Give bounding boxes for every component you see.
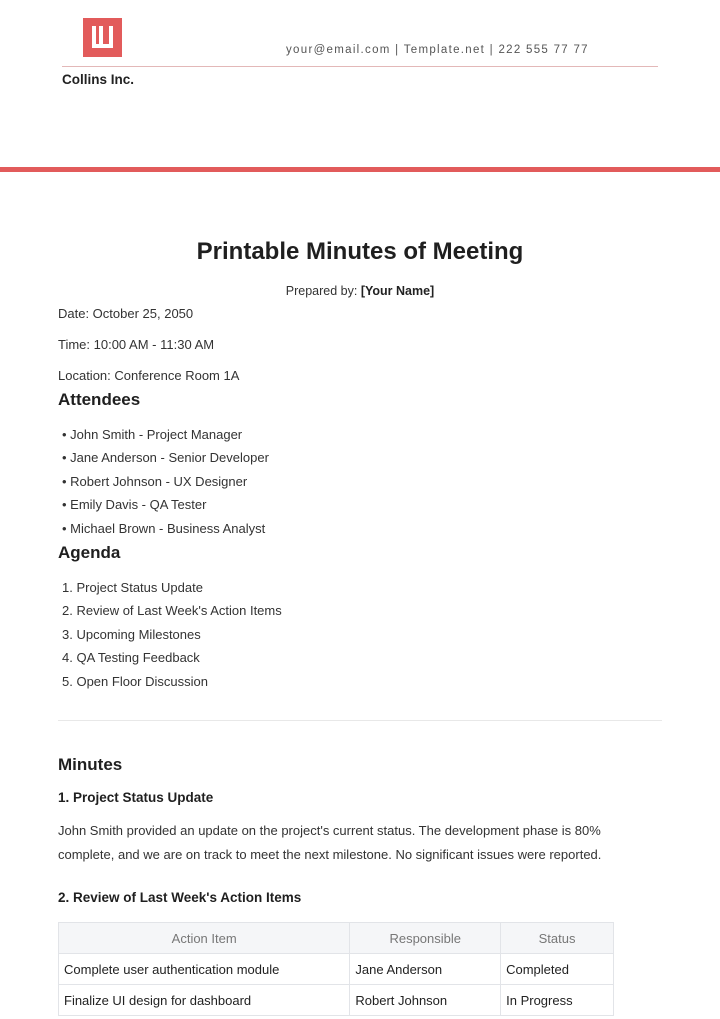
meeting-time: Time: 10:00 AM - 11:30 AM	[58, 337, 215, 352]
attendees-list	[62, 423, 269, 540]
column-header-responsible: Responsible	[350, 923, 501, 954]
section-1-text: John Smith provided an update on the project's current status. The development phase is 80% complete, and we are on track to meet the next milestone. No significant issues were reported.	[58, 823, 602, 862]
agenda-heading: Agenda	[58, 543, 121, 562]
attendee-item: • John Smith - Project Manager	[62, 427, 243, 442]
table-cell: In Progress	[501, 985, 614, 1016]
header-divider	[62, 66, 658, 67]
table-cell: Completed	[501, 954, 614, 985]
agenda-list	[62, 576, 282, 693]
attendee-item: • Robert Johnson - UX Designer	[62, 473, 248, 489]
agenda-item: 1. Project Status Update	[62, 580, 203, 595]
column-header-action: Action Item	[59, 923, 350, 954]
attendees-heading: Attendees	[58, 390, 141, 409]
prepared-by	[0, 284, 720, 298]
section-1-heading: 1. Project Status Update	[58, 790, 214, 805]
meeting-date: Date: October 25, 2050	[58, 306, 194, 321]
section-2-heading: 2. Review of Last Week's Action Items	[58, 890, 302, 905]
prepared-by-value: [Your Name]	[360, 284, 435, 298]
section-divider	[58, 720, 662, 721]
prepared-by-label: Prepared by:	[285, 284, 358, 298]
action-items-table	[58, 922, 614, 1016]
logo-mark-icon	[89, 24, 116, 51]
table-row	[59, 954, 614, 985]
contact-info: your@email.com | Template.net | 222 555 77 77	[286, 44, 589, 56]
company-name: Collins Inc.	[62, 72, 135, 87]
company-logo	[83, 18, 122, 57]
agenda-item: 2. Review of Last Week's Action Items	[62, 603, 282, 619]
meeting-location: Location: Conference Room 1A	[58, 368, 240, 383]
table-header-row	[59, 923, 614, 954]
agenda-item: 3. Upcoming Milestones	[62, 626, 201, 642]
page-title: Printable Minutes of Meeting	[196, 238, 524, 265]
agenda-item: 5. Open Floor Discussion	[62, 673, 208, 689]
table-cell: Robert Johnson	[350, 985, 501, 1016]
attendee-item: • Jane Anderson - Senior Developer	[62, 450, 269, 466]
attendee-item: • Emily Davis - QA Tester	[62, 497, 207, 513]
table-cell: Jane Anderson	[350, 954, 501, 985]
minutes-heading: Minutes	[58, 755, 123, 774]
attendee-item: • Michael Brown - Business Analyst	[62, 520, 266, 536]
accent-band	[0, 167, 720, 172]
table-row	[59, 985, 614, 1016]
column-header-status: Status	[501, 923, 614, 954]
table-cell: Complete user authentication module	[59, 954, 350, 985]
table-cell: Finalize UI design for dashboard	[59, 985, 350, 1016]
agenda-item: 4. QA Testing Feedback	[62, 650, 200, 666]
